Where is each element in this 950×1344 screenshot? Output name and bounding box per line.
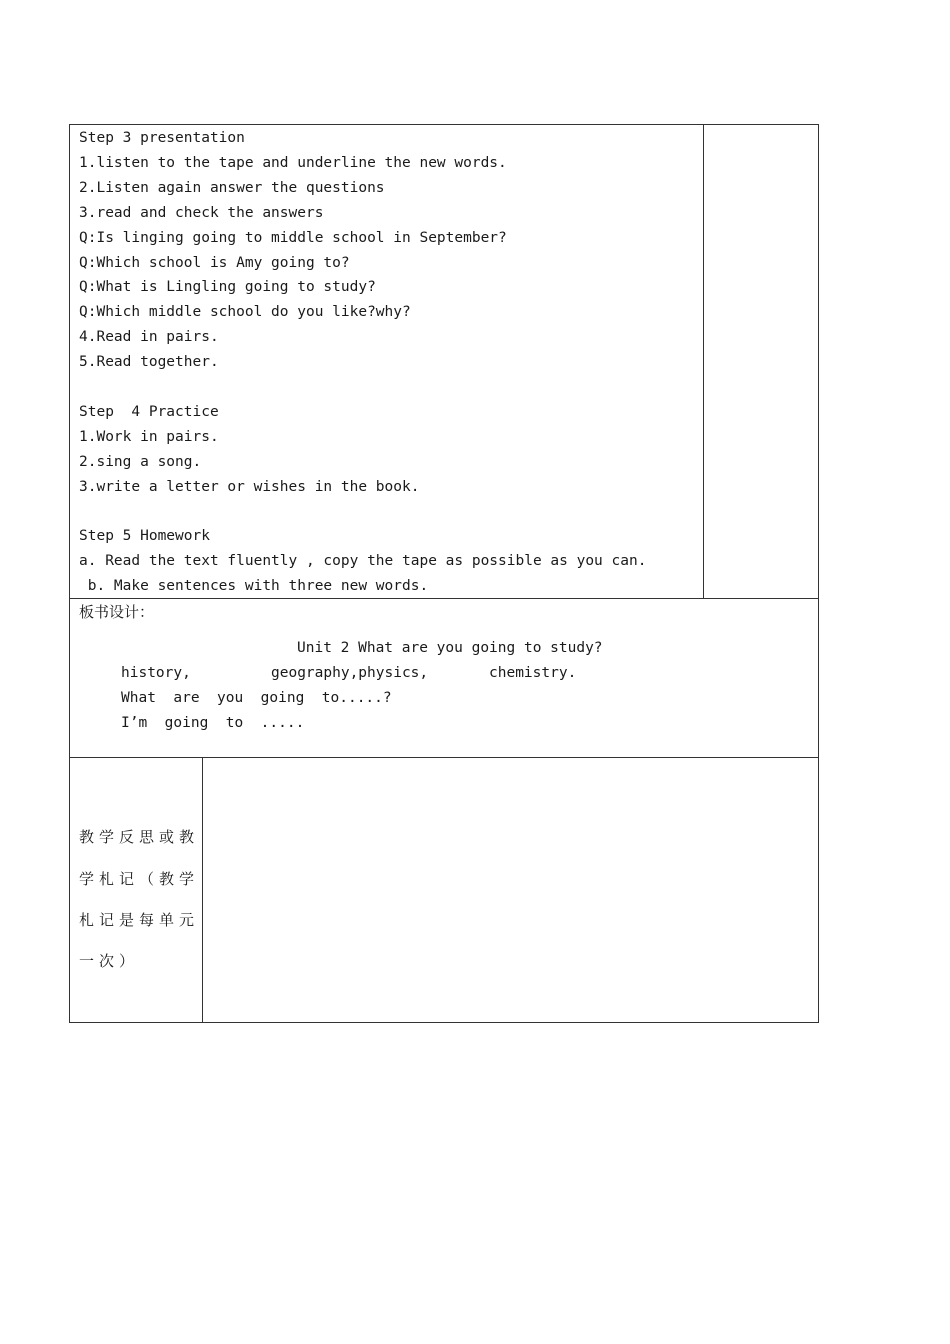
steps-line: 2.sing a song. bbox=[79, 453, 202, 470]
steps-line: Q:Which school is Amy going to? bbox=[79, 254, 350, 271]
reflection-label-line-1: 教学反思或教 bbox=[79, 828, 200, 846]
vocab-chemistry: chemistry. bbox=[489, 665, 577, 681]
steps-line: Q:What is Lingling going to study? bbox=[79, 279, 376, 296]
vocab-history: history, bbox=[121, 665, 191, 681]
steps-line: b. Make sentences with three new words. bbox=[79, 578, 429, 595]
steps-line: 5.Read together. bbox=[79, 354, 219, 371]
board-title: Unit 2 What are you going to study? bbox=[297, 640, 603, 656]
steps-line: 3.read and check the answers bbox=[79, 204, 324, 221]
vocab-geography-physics: geography,physics, bbox=[271, 665, 429, 681]
board-answer: I’m going to ..... bbox=[121, 715, 305, 731]
board-question: What are you going to.....? bbox=[121, 690, 392, 706]
steps-line: 4.Read in pairs. bbox=[79, 329, 219, 346]
right-column-divider bbox=[703, 124, 704, 599]
reflection-label-line-3: 札记是每单元 bbox=[79, 911, 200, 929]
reflection-content-area[interactable] bbox=[203, 758, 818, 1022]
steps-line: Step 3 presentation bbox=[79, 130, 245, 146]
steps-line: Step 4 Practice bbox=[79, 403, 219, 420]
steps-line: 1.Work in pairs. bbox=[79, 428, 219, 445]
steps-line: Q:Is linging going to middle school in September? bbox=[79, 229, 507, 246]
steps-line: a. Read the text fluently , copy the tape as possible as you can. bbox=[79, 553, 647, 570]
steps-line: Step 5 Homework bbox=[79, 528, 210, 545]
reflection-label-line-4: 一次） bbox=[79, 952, 140, 970]
steps-line: Q:Which middle school do you like?why? bbox=[79, 304, 411, 321]
reflection-label-line-2: 学札记（教学 bbox=[79, 870, 200, 888]
steps-line: 2.Listen again answer the questions bbox=[79, 179, 385, 196]
board-heading: 板书设计： bbox=[79, 603, 155, 621]
steps-line: 1.listen to the tape and underline the new words. bbox=[79, 154, 507, 171]
steps-line: 3.write a letter or wishes in the book. bbox=[79, 478, 420, 495]
